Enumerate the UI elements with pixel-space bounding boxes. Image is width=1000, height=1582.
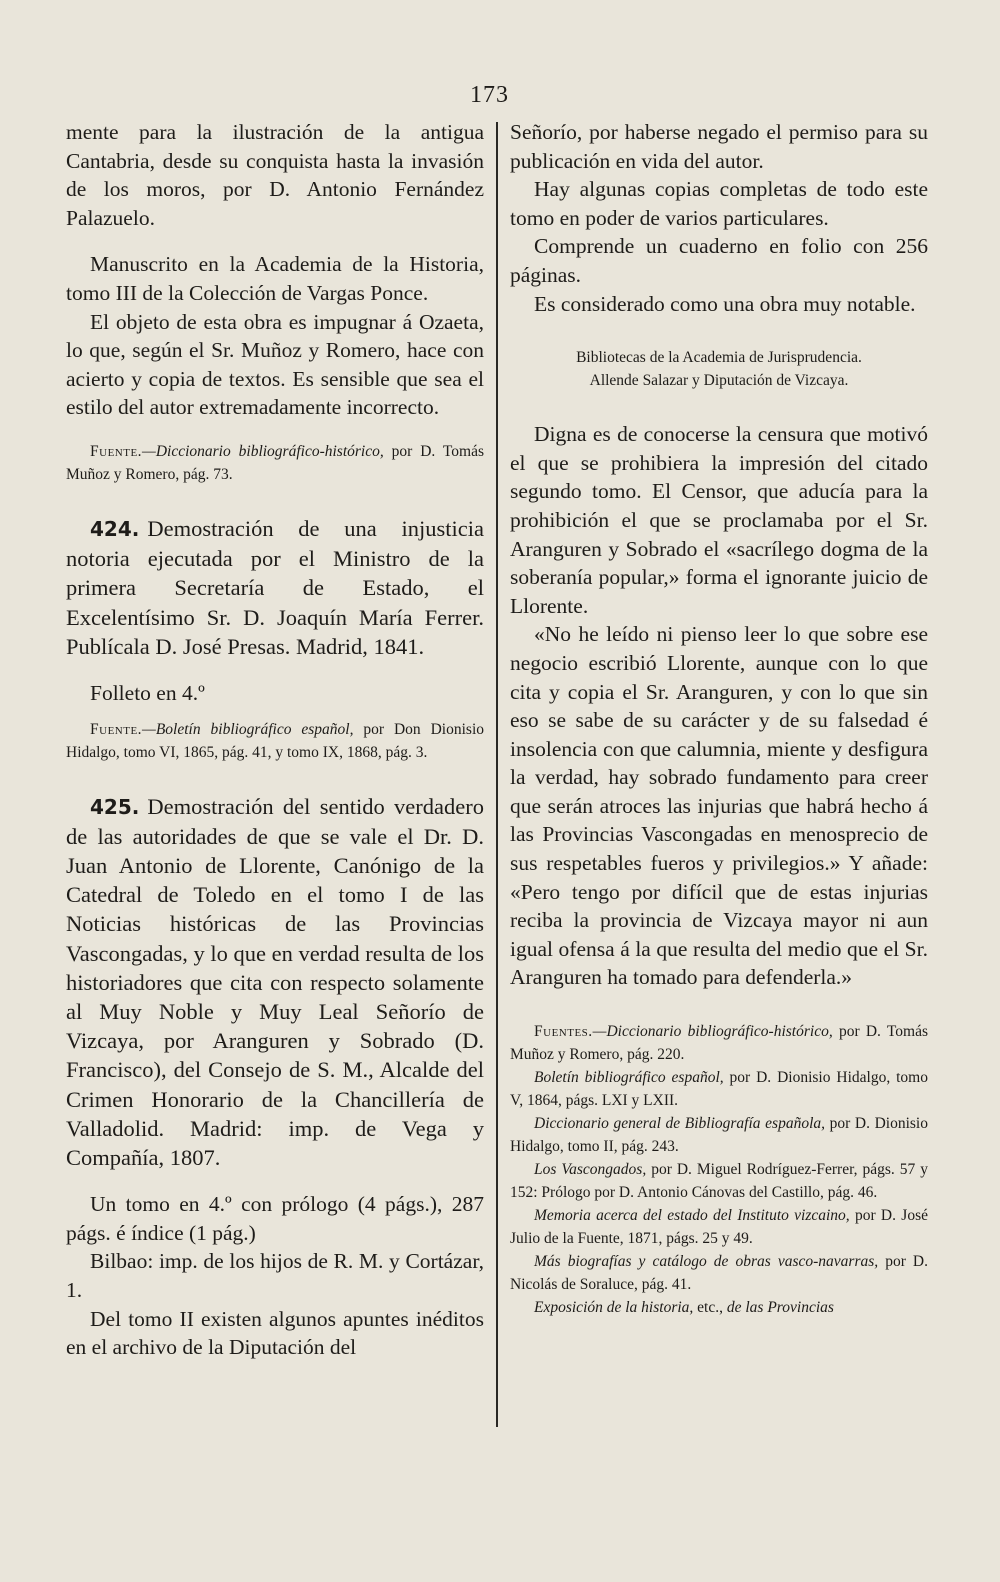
entry-format: Folleto en 4.º (90, 680, 205, 705)
source-note (510, 1112, 928, 1158)
right-column (510, 118, 928, 1319)
paragraph: Un tomo en 4.º con prólogo (4 págs.), 287 págs. é índice (1 pág.) (66, 1192, 484, 1245)
source-work: —Boletín bibliográfico español, (142, 720, 354, 738)
paragraph: Es considerado como una obra muy notable. (534, 291, 916, 316)
source-detail: por D. Tomás Muñoz y Romero, pág. 220. (510, 1023, 928, 1064)
column-divider (496, 122, 498, 1427)
paragraph: mente para la ilustración de la antigua Cantabria, desde su conquista hasta la invasión de los moros, por D. Antonio Fernández Palazuelo. (66, 120, 484, 230)
source-work: Boletín bibliográfico español, (534, 1069, 724, 1087)
entry-number: 424. (90, 516, 140, 541)
source-note (510, 1296, 928, 1319)
entry-number: 425. (90, 794, 140, 819)
paragraph: El objeto de esta obra es impugnar á Ozaeta, lo que, según el Sr. Muñoz y Romero, hace con acierto y copia de textos. Es sensible que sea el estilo del autor extremadamente incorrecto. (66, 309, 484, 420)
source-detail: por D. Miguel Rodríguez-Ferrer, págs. 57 y 152: Prólogo por D. Antonio Cánovas del Castillo, pág. 46. (510, 1161, 928, 1202)
source-label: Fuentes. (534, 1023, 593, 1041)
source-detail: por D. Dionisio Hidalgo, tomo II, pág. 243. (510, 1115, 928, 1156)
source-work: Exposición de la historia, (534, 1299, 694, 1317)
source-work: —Diccionario bibliográfico-histórico, (592, 1023, 833, 1041)
source-note (510, 1066, 928, 1112)
paragraph: Comprende un cuaderno en folio con 256 páginas. (510, 234, 928, 287)
paragraph: Manuscrito en la Academia de la Historia, tomo III de la Colección de Vargas Ponce. (66, 252, 484, 305)
source-work: Más biografías y catálogo de obras vasco-navarras, (534, 1253, 879, 1271)
source-note (510, 1250, 928, 1296)
entry-425 (66, 792, 484, 1173)
source-note (510, 1020, 928, 1066)
source-work: Memoria acerca del estado del Instituto vizcaino, (534, 1207, 850, 1225)
source-work: de las Provincias (726, 1299, 834, 1317)
left-column (66, 118, 484, 1362)
source-detail: etc., (693, 1299, 727, 1317)
source-label: Fuente. (90, 720, 143, 738)
source-note (66, 440, 484, 486)
source-note (510, 1204, 928, 1250)
source-work: Los Vascongados, (534, 1161, 647, 1179)
paragraph: «No he leído ni pienso leer lo que sobre ese negocio escribió Llorente, aunque con lo que cita y copia el Sr. Aranguren, y con lo que sin eso se sabe de su carácter y de su falsedad é insolencia con que calumnia, miente y desfigura la verdad, hay sobrado fundamento para creer que serán atroces las injurias que habrá hecho á las Provincias Vascongadas en menosprecio de sus respetables fueros y privilegios.» Y añade: «Pero tengo por difícil que de estas injurias reciba la provincia de Vizcaya mayor ni aun igual ofensa á la que resulta del medio que el Sr. Aranguren ha tomado para defenderla.» (510, 622, 928, 990)
entry-title: Demostración del sentido verdadero de las autoridades de que se vale el Dr. D. Juan Antonio de Llorente, Canónigo de la Catedral de Toledo en el tomo I de las Noticias históricas de las Provincias Vascongadas, y lo que en verdad resulta de los historiadores que cita con respecto solamente al Muy Noble y Muy Leal Señorío de Vizcaya, por Aranguren y Sobrado (D. Francisco), del Consejo de S. M., Alcalde del Crimen Honorario de la Chancillería de Valladolid. Madrid: imp. de Vega y Compañía, 1807. (66, 793, 484, 1170)
source-detail: por D. Nicolás de Soraluce, pág. 41. (510, 1253, 929, 1294)
source-detail: por D. José Julio de la Fuente, 1871, págs. 25 y 49. (510, 1207, 928, 1248)
source-detail: por Don Dionisio Hidalgo, tomo VI, 1865, pág. 41, y tomo IX, 1868, pág. 3. (66, 720, 484, 761)
source-note (66, 718, 484, 764)
source-detail: por D. Dionisio Hidalgo, tomo V, 1864, págs. LXI y LXII. (510, 1069, 928, 1110)
library-note: Allende Salazar y Diputación de Vizcaya. (589, 372, 849, 390)
paragraph: Digna es de conocerse la censura que motivó el que se prohibiera la impresión del citado segundo tomo. El Censor, que aducía para la prohibición el que se proclamaba por el Sr. Aranguren y Sobrado el «sacrílego dogma de la soberanía popular,» forma el ignorante juicio de Llorente. (510, 422, 928, 618)
library-note: Bibliotecas de la Academia de Jurisprudencia. (576, 349, 862, 367)
entry-424 (66, 514, 484, 661)
paragraph: Bilbao: imp. de los hijos de R. M. y Cortázar, 1. (66, 1249, 484, 1302)
paragraph: Señorío, por haberse negado el permiso para su publicación en vida del autor. (510, 120, 928, 173)
source-work: —Diccionario bibliográfico-histórico, (142, 442, 384, 460)
entry-title: Demostración de una injusticia notoria ejecutada por el Ministro de la primera Secretaría de Estado, el Excelentísimo Sr. D. Joaquín María Ferrer. Publícala D. José Presas. Madrid, 1841. (66, 515, 484, 659)
source-detail: por D. Tomás Muñoz y Romero, pág. 73. (66, 442, 484, 483)
source-label: Fuente. (90, 442, 143, 460)
page-number: 173 (470, 82, 509, 108)
paragraph: Hay algunas copias completas de todo este tomo en poder de varios particulares. (510, 177, 928, 230)
paragraph: Del tomo II existen algunos apuntes inéditos en el archivo de la Diputación del (66, 1306, 484, 1360)
source-note (510, 1158, 928, 1204)
source-work: Diccionario general de Bibliografía española, (534, 1115, 825, 1133)
